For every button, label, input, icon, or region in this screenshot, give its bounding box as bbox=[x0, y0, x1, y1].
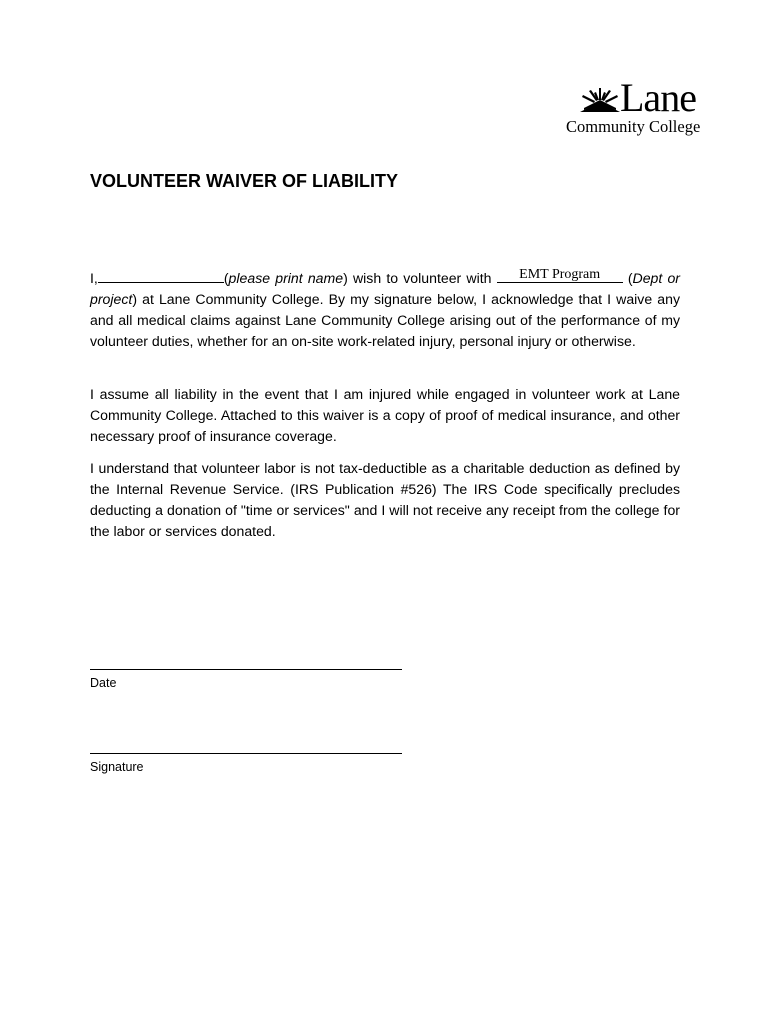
college-logo bbox=[566, 75, 726, 136]
logo-wordmark: Lane bbox=[620, 75, 696, 120]
date-label: Date bbox=[90, 676, 117, 690]
document-title: VOLUNTEER WAIVER OF LIABILITY bbox=[90, 171, 399, 191]
waiver-paragraph-3: I understand that volunteer labor is not tax-deductible as a charitable deduction as defined by the Internal Revenue Service. (IRS Publication #526) The IRS Code specifically precludes deducting a donation of "time or services" and I will not receive any receipt from the college for the labor or services donated. bbox=[90, 460, 680, 539]
waiver-paragraph-2: I assume all liability in the event that I am injured while engaged in volunteer work at Lane Community College. Attached to this waiver is a copy of proof of medical insurance, and other necessary proof of insurance coverage. bbox=[90, 386, 680, 444]
department-value: EMT Program bbox=[519, 267, 601, 282]
dept-hint: Dept or project bbox=[90, 270, 681, 307]
logo-subtitle: Community College bbox=[566, 117, 701, 136]
signature-line[interactable] bbox=[90, 753, 402, 754]
department-field[interactable] bbox=[497, 268, 623, 283]
date-line[interactable] bbox=[90, 669, 402, 670]
paragraph-lead: I, bbox=[90, 270, 98, 286]
paragraph-rest: at Lane Community College. By my signature below, I acknowledge that I waive any and all medical claims against Lane Community College arising out of the performance of my volunteer duties, whether for an on-site work-related injury, personal injury or otherwise. bbox=[90, 291, 680, 349]
print-name-field[interactable] bbox=[98, 268, 224, 283]
paragraph-after-name: wish to volunteer with bbox=[347, 270, 497, 286]
waiver-paragraph-1: I, (please print name) wish to volunteer with EMT Program (Dept or project) at Lane Community College. By my signature below, I acknowledge that I waive any and all medical claims against Lane Community College arising out of the performance of my volunteer duties, whether for an on-site work-related injury, personal injury or otherwise. bbox=[90, 268, 680, 352]
name-hint: please print name bbox=[228, 270, 344, 286]
sunrise-logo-icon bbox=[578, 88, 622, 114]
signature-label: Signature bbox=[90, 760, 144, 774]
